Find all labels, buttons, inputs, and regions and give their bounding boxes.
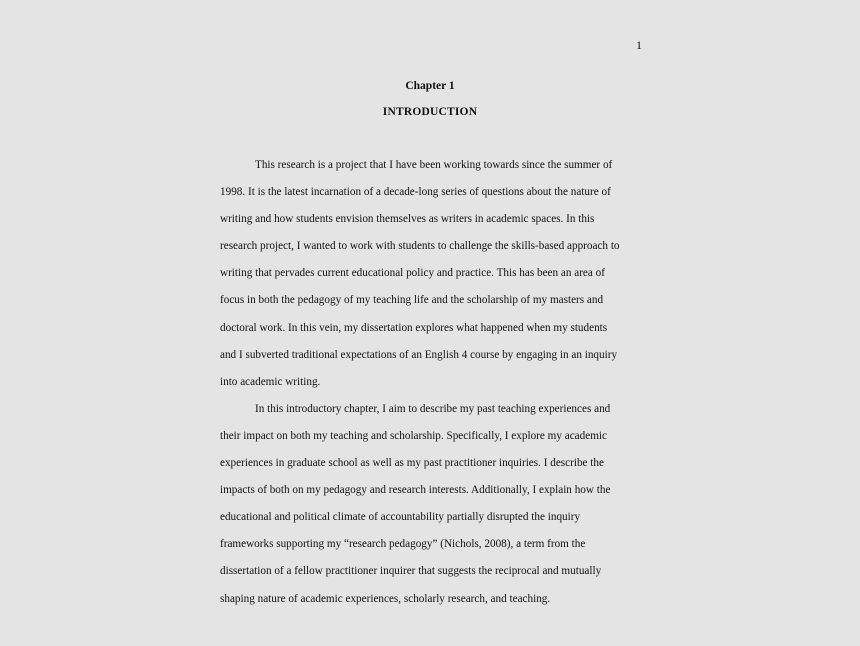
text-line: and I subverted traditional expectations of an English 4 course by engaging in an inquiry [220, 348, 618, 361]
text-line: impacts of both on my pedagogy and research interests. Additionally, I explain how the [220, 484, 611, 497]
page-number: 1 [636, 38, 642, 52]
text-line: their impact on both my teaching and scholarship. Specifically, I explore my academic [220, 429, 607, 442]
text-line: In this introductory chapter, I aim to describe my past teaching experiences and [255, 402, 611, 415]
text-line: writing and how students envision themselves as writers in academic spaces. In this [220, 213, 595, 226]
text-line: doctoral work. In this vein, my dissertation explores what happened when my students [220, 321, 608, 334]
text-line: This research is a project that I have been working towards since the summer of [255, 159, 613, 171]
text-line: frameworks supporting my “research pedagogy” (Nichols, 2008), a term from the [220, 538, 586, 551]
text-line: shaping nature of academic experiences, scholarly research, and teaching. [220, 592, 551, 605]
chapter-label: Chapter 1 [405, 80, 455, 92]
text-line: 1998. It is the latest incarnation of a decade-long series of questions about the nature of [220, 186, 611, 199]
text-line: research project, I wanted to work with students to challenge the skills-based approach to [220, 240, 620, 253]
text-line: experiences in graduate school as well as my past practitioner inquiries. I describe the [220, 457, 604, 470]
text-line: educational and political climate of accountability partially disrupted the inquiry [220, 511, 581, 524]
text-line: writing that pervades current educational policy and practice. This has been an area of [220, 267, 605, 280]
text-line: focus in both the pedagogy of my teaching life and the scholarship of my masters and [220, 294, 604, 307]
text-line: dissertation of a fellow practitioner inquirer that suggests the reciprocal and mutually [220, 565, 602, 578]
chapter-title: INTRODUCTION [382, 106, 478, 118]
body-text [220, 158, 650, 619]
text-line: into academic writing. [220, 375, 321, 388]
